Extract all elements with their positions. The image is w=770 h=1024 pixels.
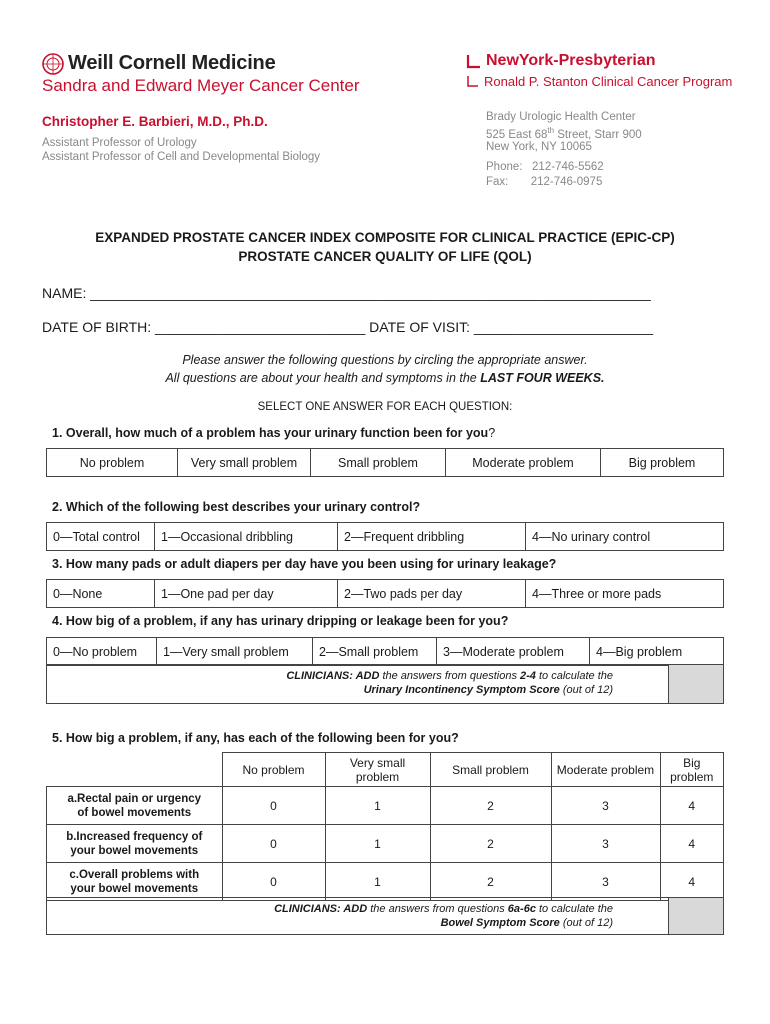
q3-option[interactable]: 1—One pad per day [155,580,338,608]
urinary-score-box[interactable] [668,665,723,703]
clinician-score-urinary [46,664,724,704]
q5-header: Small problem [430,753,551,787]
fax: Fax: 212-746-0975 [486,176,603,188]
q5-option[interactable]: 0 [222,825,325,863]
q5-header: Very small problem [325,753,430,787]
q4-option[interactable]: 2—Small problem [313,638,437,666]
q5-option[interactable]: 0 [222,863,325,901]
q5-option[interactable]: 0 [222,787,325,825]
q5-option[interactable]: 1 [325,863,430,901]
clinician-score-bowel [46,897,724,935]
q4-option[interactable]: 3—Moderate problem [437,638,590,666]
bowel-score-box[interactable] [668,898,723,934]
institution-name: Weill Cornell Medicine [68,52,276,74]
q5-header: No problem [222,753,325,787]
question-4: 4. How big of a problem, if any has urinary dripping or leakage been for you? [52,614,509,628]
q4-options [46,637,724,666]
question-5: 5. How big a problem, if any, has each of the following been for you? [52,731,459,745]
q1-option[interactable]: Very small problem [178,449,311,477]
question-2: 2. Which of the following best describes your urinary control? [52,500,421,514]
q5-option[interactable]: 3 [551,825,660,863]
q5-option[interactable]: 2 [430,825,551,863]
nyp-logo [466,52,766,89]
q5-option[interactable]: 3 [551,863,660,901]
seal-icon [42,53,64,75]
nyp-mark-icon [466,53,482,69]
question-3: 3. How many pads or adult diapers per day have you been using for urinary leakage? [52,557,557,571]
q5-row-label: c.Overall problems with your bowel movements [47,863,223,901]
q2-options [46,522,724,551]
clinician-note-bowel: CLINICIANS: ADD the answers from questions 6a-6c to calculate the Bowel Symptom Score (out of 12) [274,903,613,929]
question-1: 1. Overall, how much of a problem has your urinary function been for you? [52,426,496,440]
q5-option[interactable]: 3 [551,787,660,825]
address-center: Brady Urologic Health Center [486,111,636,123]
program-name: Ronald P. Stanton Clinical Cancer Program [484,74,733,89]
q3-option[interactable]: 0—None [47,580,155,608]
nyp-mark-small-icon [466,74,480,88]
q1-option[interactable]: No problem [47,449,178,477]
q2-option[interactable]: 2—Frequent dribbling [338,523,526,551]
q5-option[interactable]: 4 [660,863,724,901]
q4-option[interactable]: 0—No problem [47,638,157,666]
q5-header: Moderate problem [551,753,660,787]
q5-row-c [47,863,724,901]
q1-option[interactable]: Small problem [311,449,446,477]
q5-option[interactable]: 1 [325,825,430,863]
q4-option[interactable]: 1—Very small problem [157,638,313,666]
q1-options [46,448,724,477]
doctor-role-2: Assistant Professor of Cell and Developmental Biology [42,151,321,163]
q5-option[interactable]: 1 [325,787,430,825]
q5-header: Big problem [660,753,724,787]
center-name: Sandra and Edward Meyer Cancer Center [42,76,360,95]
hospital-name: NewYork-Presbyterian [486,52,656,69]
address-street: 525 East 68th Street, Starr 900 [486,126,642,141]
q5-corner [47,753,223,787]
q3-option[interactable]: 2—Two pads per day [338,580,526,608]
select-one-note: SELECT ONE ANSWER FOR EACH QUESTION: [257,401,513,413]
address-city: New York, NY 10065 [486,141,592,153]
dates-field[interactable]: DATE OF BIRTH: ___________________________ DATE OF VISIT: _______________________ [42,319,653,335]
q3-options [46,579,724,608]
form-subtitle: PROSTATE CANCER QUALITY OF LIFE (QOL) [238,249,532,264]
q2-option[interactable]: 1—Occasional dribbling [155,523,338,551]
q5-option[interactable]: 4 [660,787,724,825]
doctor-role-1: Assistant Professor of Urology [42,137,197,149]
clinician-note-urinary: CLINICIANS: ADD the answers from questions 2-4 to calculate the Urinary Incontinency Symptom Score (out of 12) [286,670,613,696]
q5-option[interactable]: 4 [660,825,724,863]
q5-option[interactable]: 2 [430,787,551,825]
q5-option[interactable]: 2 [430,863,551,901]
q5-row-label: b.Increased frequency of your bowel movements [47,825,223,863]
instructions-1: Please answer the following questions by circling the appropriate answer. [182,353,588,367]
form-title: EXPANDED PROSTATE CANCER INDEX COMPOSITE FOR CLINICAL PRACTICE (EPIC-CP) [95,230,675,245]
q5-row-b [47,825,724,863]
q2-option[interactable]: 4—No urinary control [526,523,724,551]
q5-row-a [47,787,724,825]
q3-option[interactable]: 4—Three or more pads [526,580,724,608]
instructions-2: All questions are about your health and symptoms in the LAST FOUR WEEKS. [165,371,605,385]
phone: Phone: 212-746-5562 [486,161,604,173]
q5-grid [46,752,724,901]
q4-option[interactable]: 4—Big problem [590,638,724,666]
q2-option[interactable]: 0—Total control [47,523,155,551]
name-field[interactable]: NAME: ________________________________________________________________________ [42,285,651,301]
doctor-name: Christopher E. Barbieri, M.D., Ph.D. [42,114,268,129]
q5-row-label: a.Rectal pain or urgency of bowel movements [47,787,223,825]
q1-option[interactable]: Moderate problem [446,449,601,477]
weill-cornell-logo [42,52,427,98]
q1-option[interactable]: Big problem [601,449,724,477]
